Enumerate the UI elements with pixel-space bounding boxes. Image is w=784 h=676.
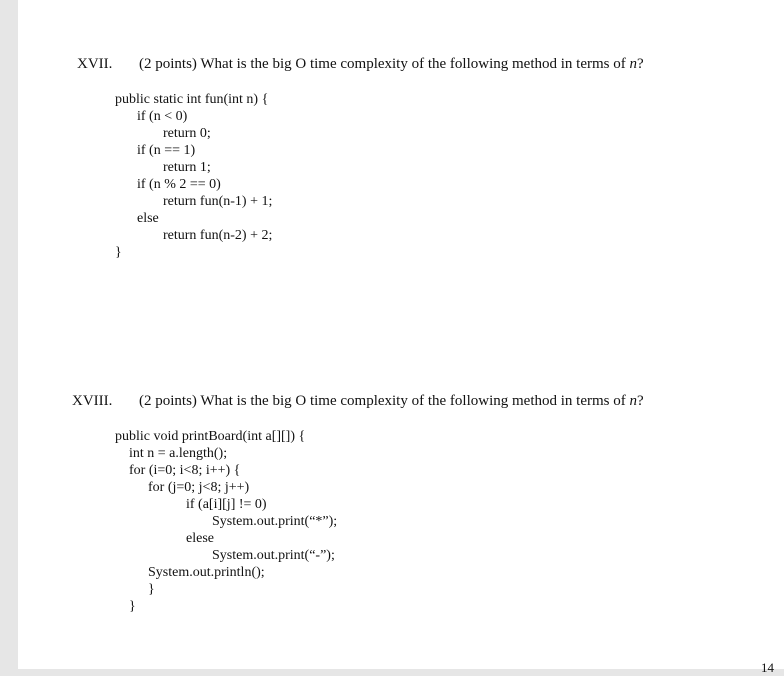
code-line: int n = a.length(); [129, 446, 228, 461]
code-line: elese [186, 531, 214, 546]
question-17-number: XVII. [77, 56, 113, 72]
question-18-number: XVIII. [72, 393, 113, 409]
question-17-code [115, 91, 272, 261]
code-line: else [137, 211, 159, 226]
question-18-variable: n [629, 393, 637, 409]
page-number: 14 [761, 660, 774, 675]
question-17-text-end: ? [636, 56, 644, 72]
code-line: return fun(n-1) + 1; [163, 194, 273, 209]
code-line: if (a[i][j] != 0) [186, 497, 267, 512]
question-17-text [139, 56, 644, 73]
question-18-code [115, 428, 337, 615]
code-line: System.out.println(); [148, 565, 265, 580]
code-line: for (j=0; j<8; j++) [148, 480, 250, 495]
code-line: public static int fun(int n) { [115, 92, 269, 107]
code-line: } [115, 245, 122, 260]
code-line: return fun(n-2) + 2; [163, 228, 273, 243]
code-line: System.out.print(“-”); [212, 548, 335, 563]
code-line: if (n < 0) [137, 109, 188, 124]
document-page [18, 0, 784, 675]
code-line: if (n % 2 == 0) [137, 177, 221, 192]
code-line: System.out.print(“*”); [212, 514, 338, 529]
code-line: return 1; [163, 160, 211, 175]
code-line: if (n == 1) [137, 143, 196, 158]
code-line: } [129, 599, 136, 614]
question-18-text-main: (2 points) What is the big O time complexity of the following method in terms of [139, 393, 630, 409]
question-17-text-main: (2 points) What is the big O time complexity of the following method in terms of [139, 56, 630, 72]
code-line: for (i=0; i<8; i++) { [129, 463, 241, 478]
code-line: return 0; [163, 126, 211, 141]
code-line: } [148, 582, 155, 597]
code-line: public void printBoard(int a[][]) { [115, 429, 306, 444]
question-17-variable: n [629, 56, 637, 72]
question-18-text-end: ? [636, 393, 644, 409]
question-18-text [139, 393, 644, 410]
